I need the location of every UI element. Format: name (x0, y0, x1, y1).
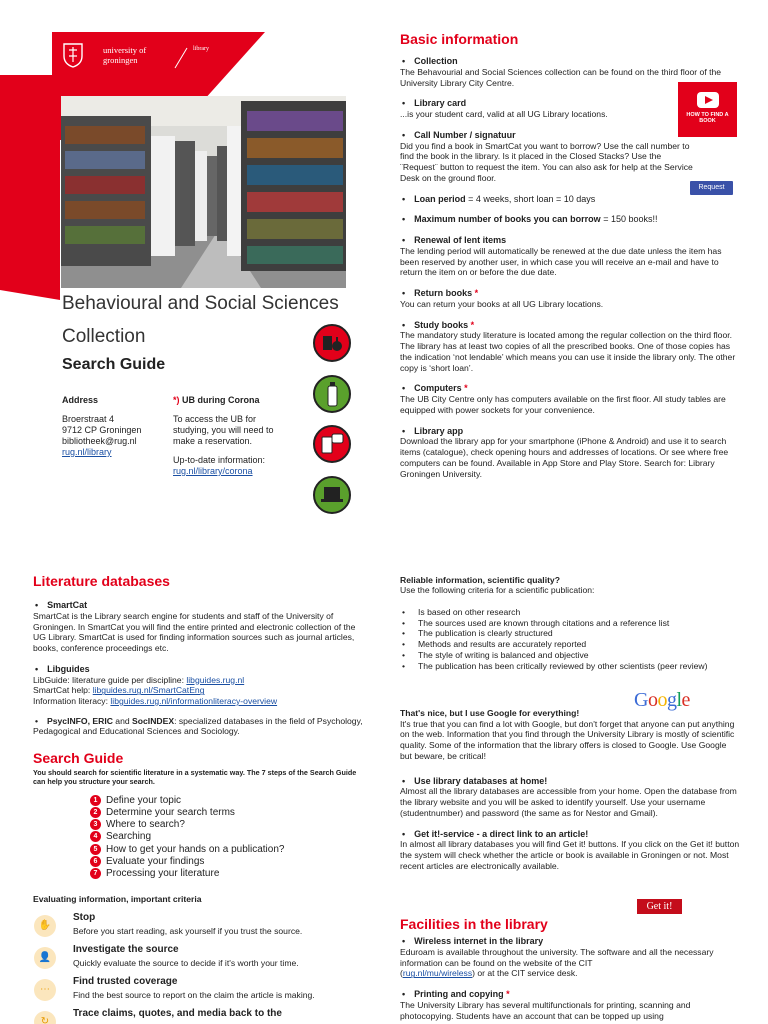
play-icon (697, 92, 719, 108)
reliable-heading: Reliable information, scientific quality? (400, 575, 560, 585)
network-icon: ⋯ (34, 979, 56, 1001)
facilities-section: • Wireless internet in the library Eduroam is available throughout the university. The software and all the necessary information can be found on the website of the CIT (rug.nl/mu/wireless) or at the CIT service desk. • Printing and copying * The University Library has several multifunctionals for printing, scanning and photocopying. Students have an account that can be topped up using (400, 926, 740, 1021)
basic-info-item: • Study books * The mandatory study literature is located among the regular collection on the third floor. The library has at least two copies of all the prescribed books. One of those copies has the indication ‘not lendable’ which means you can use it inside the library only. The other copy is ‘short loan’. (400, 320, 738, 374)
criterion-text: Before you start reading, ask yourself if you trust the source. (73, 926, 303, 936)
basic-info-heading: Basic information (400, 31, 519, 47)
corona-info: Up-to-date information: rug.nl/library/corona (173, 455, 266, 476)
basic-info-item: • Library app Download the library app for your smartphone (iPhone & Android) and use it to search items (catalogue), check opening hours and addresses of locations. Or see where free computers can be found. Available in App Store and Play Store. Search for: Library Groningen University. (400, 426, 738, 480)
criterion-item: • The sources used are known through citations and a reference list (400, 618, 740, 629)
get-it-button[interactable]: Get it! (637, 899, 682, 914)
criterion-text: Quickly evaluate the source to decide if it's worth your time. (73, 958, 299, 968)
google-logo: Google (634, 689, 690, 711)
address-heading: Address (62, 395, 99, 405)
page-title-line2: Collection (62, 326, 146, 347)
corona-heading: *) UB during Corona (173, 395, 260, 405)
person-icon: 👤 (34, 947, 56, 969)
corona-link[interactable]: rug.nl/library/corona (173, 466, 253, 476)
page-title: Behavioural and Social Sciences (62, 293, 339, 314)
evaluating-list (33, 912, 373, 1024)
reliable-intro: Use the following criteria for a scientific publication: (400, 585, 595, 595)
criterion-item: • The publication is clearly structured (400, 628, 740, 639)
basic-info-item: • Computers * The UB City Centre only has computers available on the first floor. All study tables are equipped with power sockets for your convenience. (400, 383, 738, 415)
library-photo (61, 96, 346, 288)
libguides-link[interactable]: libguides.rug.nl (186, 674, 245, 685)
search-step: 7 Processing your literature (90, 868, 284, 880)
library-label: library (193, 46, 209, 52)
trace-icon: ↻ (34, 1011, 56, 1024)
search-step: 5 How to get your hands on a publication? (90, 844, 284, 856)
page-subtitle: Search Guide (62, 356, 166, 373)
facilities-heading: Facilities in the library (400, 916, 548, 932)
basic-info-item: • Renewal of lent items The lending period will automatically be renewed at the due date unless the item has been reserved by another user, in which case you will receive an e-mail and have to return the item on or before the due date. (400, 235, 738, 278)
basic-info-item: • Collection The Behavourial and Social Sciences collection can be found on the third floor of the University Library City Centre. (400, 56, 738, 88)
smartcat-help-link[interactable]: libguides.rug.nl/SmartCatEng (92, 685, 205, 696)
basic-info-item: • Maximum number of books you can borrow = 150 books!! (400, 214, 738, 225)
water-bottle-icon (313, 375, 351, 413)
stop-hand-icon: ✋ (34, 915, 56, 937)
wireless-link[interactable]: rug.nl/mu/wireless (402, 968, 473, 979)
phone-quiet-icon (313, 425, 351, 463)
search-step: 6 Evaluate your findings (90, 856, 284, 868)
criterion-item: • Is based on other research (400, 607, 740, 618)
basic-info-item: • Return books * You can return your books at all UG Library locations. (400, 288, 738, 310)
criteria-list (400, 607, 740, 671)
basic-info-item: • Loan period = 4 weeks, short loan = 10 days (400, 194, 738, 205)
request-button[interactable]: Request (690, 181, 733, 195)
criterion-title: Investigate the source (73, 944, 179, 955)
search-step: 1 Define your topic (90, 795, 284, 807)
literature-databases-section: • SmartCat SmartCat is the Library search engine for students and staff of the University of Groningen. In SmartCat you will find the entire printed and electronic collection of the UG Library. SmartCat is used for finding information sources such as journal articles, books, conference proceedings etc. • Libguides LibGuide: literature guide per discipline: libguides.rug.nl SmartCat help: libguides.rug.nl/SmartCatEng Information literacy: libguides.rug.nl/informationliteracy-overview • PsycINFO, ERIC and SocINDEX: specialized databases in the field of Psychology, Pedagogical and Educational Sciences and Sociology. (33, 590, 367, 737)
corona-text: To access the UB for studying, you will need to make a reservation. (173, 414, 274, 446)
google-section: That's nice, but I use Google for everything! It's true that you can find a lot with Google, but don't forget that anyone can put anything on the web. Information that you find through the University Library is mostly of scientific quality. Some of the information that the library offers is closed to Google. Use Google but beware, be critical! • Use library databases at home! Almost all the library databases are accessible from your home. Open the database from the library website and you will be asked to identify yourself. Use your username (studentnumber) and password (the same as for Nestor and Gmail). • Get it!-service - a direct link to an article! In almost all library databases you will find Get it! buttons. If you click on the Get it! button the system will check whether the article or book is available in Groningen or not. Most recent articles are electronically available. (400, 708, 740, 872)
evaluating-heading: Evaluating information, important criteria (33, 894, 202, 904)
search-guide-steps (90, 795, 284, 880)
how-to-find-book-video[interactable]: HOW TO FIND A BOOK (678, 82, 737, 137)
criterion-title: Find trusted coverage (73, 976, 178, 987)
search-step: 2 Determine your search terms (90, 807, 284, 819)
search-guide-intro: You should search for scientific literature in a systematic way. The 7 steps of the Search Guide can help you structure your search. (33, 768, 357, 786)
university-name: university of groningen (103, 45, 147, 65)
library-link[interactable]: rug.nl/library (62, 447, 112, 457)
basic-info-item: • Library card ...is your student card, valid at all UG Library locations. (400, 98, 738, 120)
search-step: 4 Searching (90, 831, 284, 843)
laptop-icon (313, 476, 351, 514)
criterion-item: • The style of writing is balanced and objective (400, 650, 740, 661)
criterion-item: • The publication has been critically reviewed by other scientists (peer review) (400, 661, 740, 672)
criterion-title: Trace claims, quotes, and media back to the (73, 1008, 282, 1019)
food-drink-icon (313, 324, 351, 362)
basic-info-item: • Call Number / signatuur Did you find a book in SmartCat you want to borrow? Use the call number to find the book in the library. Is it placed in the Closed Stacks? Use the ¨Request¨ button to request the item. You can also ask for help at the Service Desk on the ground floor. (400, 130, 738, 184)
information-literacy-link[interactable]: libguides.rug.nl/informationliteracy-overview (110, 696, 278, 706)
university-logo[interactable] (62, 42, 84, 68)
criterion-text: Find the best source to report on the claim the article is making. (73, 990, 315, 1000)
search-step: 3 Where to search? (90, 819, 284, 831)
criterion-item: • Methods and results are accurately reported (400, 639, 740, 650)
literature-databases-heading: Literature databases (33, 573, 170, 589)
address-block: Broerstraat 4 9712 CP Groningen bibliotheek@rug.nl rug.nl/library (62, 414, 142, 457)
search-guide-heading: Search Guide (33, 750, 124, 766)
criterion-title: Stop (73, 912, 96, 923)
